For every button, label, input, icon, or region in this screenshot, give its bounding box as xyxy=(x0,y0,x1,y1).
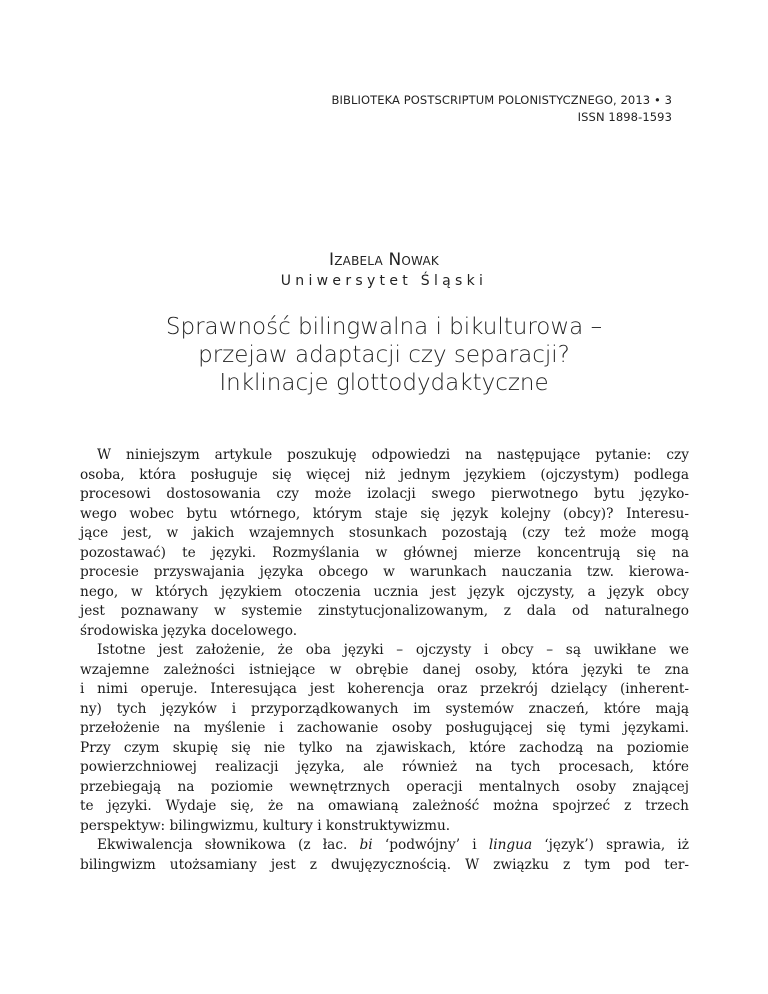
text-line: powierzchniowej realizacji języka, ale również na tych procesach, które xyxy=(80,759,689,775)
text-line: ny) tych języków i przyporządkowanych im systemów znaczeń, które mają xyxy=(80,700,689,717)
title-line: Sprawność bilingwalna i bikulturowa – xyxy=(165,314,603,340)
journal-header xyxy=(331,92,672,126)
text-line: i nimi operuje. Interesująca jest koherencja oraz przekrój dzielący (inherent- xyxy=(80,681,689,697)
text-line: nego, w których językiem otoczenia ucznia jest język ojczysty, a język obcy xyxy=(80,583,689,600)
paragraph-3 xyxy=(80,836,689,875)
text-line: przełożenie na myślenie i zachowanie osoby posługującej się tymi językami. xyxy=(80,720,689,736)
text-line: pozostawać) te języki. Rozmyślania w głównej mierze koncentrują się na xyxy=(80,544,689,561)
author-affiliation: Uniwersytet Śląski xyxy=(280,273,488,289)
text-line: jące jest, w jakich wzajemnych stosunkach pozostają (czy też może mogą xyxy=(80,525,689,541)
text-line: osoba, która posługuje się więcej niż jednym językiem (ojczystym) podlega xyxy=(80,466,689,483)
latin-term: bi xyxy=(359,837,373,853)
article-body xyxy=(80,446,689,875)
text-line: wego wobec bytu wtórnego, którym staje się język kolejny (obcy)? Interesu- xyxy=(80,505,689,522)
journal-issn: ISSN 1898-1593 xyxy=(577,110,672,124)
author-name: Izabela Nowak xyxy=(329,250,439,270)
text-line: te języki. Wydaje się, że na omawianą zależność można spojrzeć z trzech xyxy=(80,798,689,814)
text-line: środowiska języka docelowego. xyxy=(80,622,298,639)
text-line: perspektyw: bilingwizmu, kultury i konstruktywizmu. xyxy=(80,817,451,834)
text-line: Przy czym skupię się nie tylko na zjawiskach, które zachodzą na poziomie xyxy=(80,739,689,756)
title-line: przejaw adaptacji czy separacji? xyxy=(198,342,570,368)
paragraph-1 xyxy=(80,446,689,641)
text-line: W niniejszym artykule poszukuję odpowiedzi na następujące pytanie: czy xyxy=(97,447,689,463)
text-line: wzajemne zależności istniejące w obrębie danej osoby, która języki te zna xyxy=(80,661,689,678)
title-line: Inklinacje glottodydaktyczne xyxy=(219,370,549,396)
text-line: bilingwizm utożsamiany jest z dwujęzycznością. W związku z tym pod ter- xyxy=(80,856,689,873)
paragraph-2 xyxy=(80,641,689,836)
text-line: przebiegają na poziomie wewnętrznych operacji mentalnych osoby znającej xyxy=(80,778,689,795)
journal-series: BIBLIOTEKA POSTSCRIPTUM POLONISTYCZNEGO, 2013 • 3 xyxy=(331,93,672,107)
text-line: procesowi dostosowania czy może izolacji swego pierwotnego bytu języko- xyxy=(80,486,689,502)
latin-term: lingua xyxy=(488,837,533,853)
text-line: procesie przyswajania języka obcego w warunkach nauczania tzw. kierowa- xyxy=(80,564,689,580)
text-line: Istotne jest założenie, że oba języki – ojczysty i obcy – są uwikłane we xyxy=(97,642,689,658)
article-title xyxy=(0,313,768,397)
text-line: jest poznawany w systemie zinstytucjonalizowanym, z dala od naturalnego xyxy=(80,603,689,619)
text-line: Ekwiwalencja słownikowa (z łac. bi ‘podwójny’ i lingua ‘język’) sprawia, iż xyxy=(97,837,689,853)
